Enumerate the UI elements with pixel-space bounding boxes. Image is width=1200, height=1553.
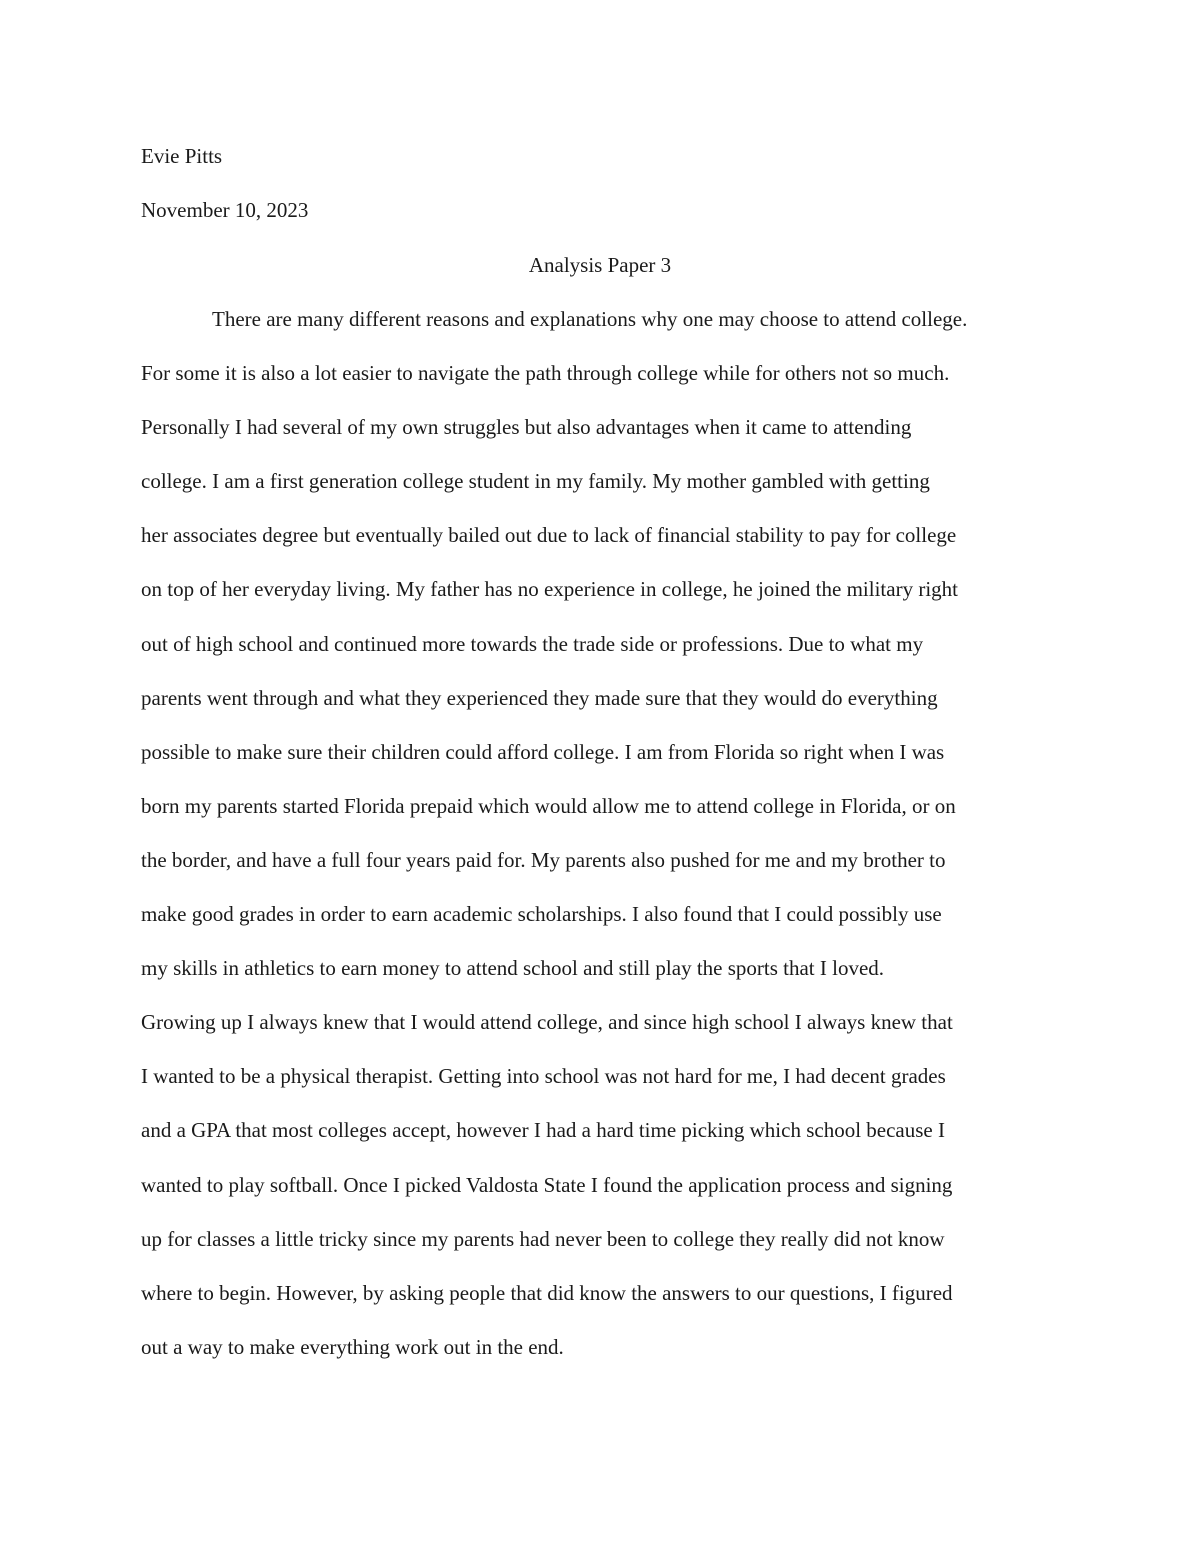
paragraph-line: up for classes a little tricky since my parents had never been to college they really did not know [141, 1226, 945, 1251]
paragraph-line: the border, and have a full four years paid for. My parents also pushed for me and my brother to [141, 847, 946, 872]
author-name: Evie Pitts [141, 144, 223, 168]
paragraph-line: out a way to make everything work out in the end. [141, 1334, 564, 1359]
document-title: Analysis Paper 3 [528, 253, 672, 277]
paragraph-line: college. I am a first generation college student in my family. My mother gambled with getting [141, 469, 930, 494]
paragraph-line: out of high school and continued more towards the trade side or professions. Due to what my [141, 631, 924, 656]
paragraph-line: There are many different reasons and explanations why one may choose to attend college. [212, 307, 968, 331]
paragraph-line: and a GPA that most colleges accept, however I had a hard time picking which school because I [141, 1118, 945, 1143]
paragraph-line: wanted to play softball. Once I picked Valdosta State I found the application process and signing [141, 1172, 953, 1197]
paragraph-line: Personally I had several of my own struggles but also advantages when it came to attending [141, 415, 912, 440]
body-paragraph [141, 305, 1061, 1387]
paragraph-line: make good grades in order to earn academic scholarships. I also found that I could possibly use [141, 902, 942, 927]
paragraph-line: I wanted to be a physical therapist. Getting into school was not hard for me, I had decent grades [141, 1064, 946, 1089]
paragraph-line: on top of her everyday living. My father has no experience in college, he joined the military right [141, 577, 958, 602]
paragraph-line: possible to make sure their children could afford college. I am from Florida so right when I was [141, 739, 945, 764]
document-date: November 10, 2023 [141, 198, 309, 222]
paragraph-line: my skills in athletics to earn money to attend school and still play the sports that I loved. [141, 956, 885, 981]
paragraph-line: her associates degree but eventually bailed out due to lack of financial stability to pay for college [141, 523, 957, 548]
paragraph-line: For some it is also a lot easier to navigate the path through college while for others not so much. [141, 361, 950, 386]
paragraph-line: Growing up I always knew that I would attend college, and since high school I always knew that [141, 1010, 953, 1035]
paragraph-line: where to begin. However, by asking people that did know the answers to our questions, I figured [141, 1280, 953, 1305]
paragraph-line: parents went through and what they experienced they made sure that they would do everything [141, 685, 938, 710]
paragraph-line: born my parents started Florida prepaid which would allow me to attend college in Florida, or on [141, 793, 956, 818]
